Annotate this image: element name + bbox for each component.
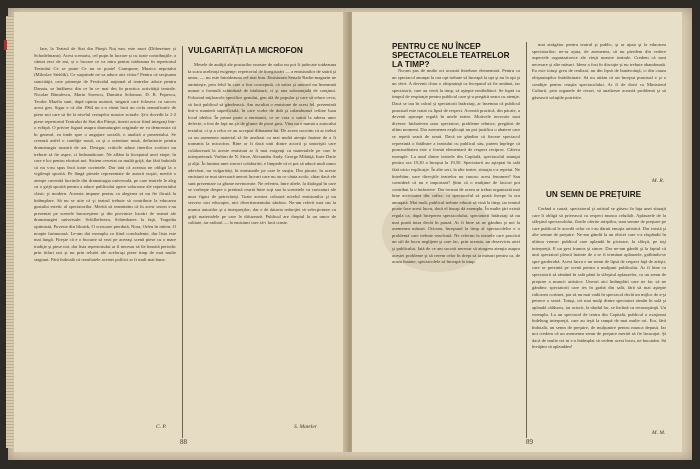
continued-article-text xyxy=(532,42,666,176)
article-signature: S. Mateler xyxy=(294,424,317,430)
column-divider xyxy=(526,42,527,438)
article-paragraph: Nu-am pus de multe ori această întrebare elementară. Pentru ca un spectacol anunţat la ora opt trebuie să înceapă la opt şi nu la opt şi un sfert. A devenit chiar o obişnuinţă ca începutul să fie amânat, iar spectatorii, care au venit la timp, să aştepte nerăbdători. Se luptă cu timpul de respiraţie pentru publicul care şi-a pregătit seara cu atenţie. Dacă se iau în calcul şi spectatorii întârziaţi, ar însemna că publicul punctual este tratat cu lipsă de respect. Această practică, din păcate, a devenit aproape regulă în unele teatre. Motivele invocate sunt diverse: întârzierea unor spectatori, probleme tehnice, pregătiri de ultim moment. Dar asemenea explicaţii nu pot justifica o abatere care se repetă seară de seară. Dacă ne gândim că fiecare spectacol reprezintă o întâlnire a teatrului cu publicul său, putem înţelege că punctualitatea este o formă elementară de respect reciproc. Câteva exemple. La unul dintre teatrele din Capitală, spectacolul anunţat pentru ora 19,30 a început la 19,50. Spectatorii au aşteptat în sală fără nicio explicaţie. În alte seri, la alte teatre, situaţia s-a repetat. Ne întrebăm: oare direcţiile teatrelor nu cunosc acest fenomen? Sau consideră că nu e important? Ştim că o mulţime de factori pot contribui la o întârziere. Dar tocmai de aceea ar trebui organizată mai bine activitatea din culise, ca spectacolul să poată începe la ora anunţată. Mai mult, publicul trebuie educat să vină la timp, iar teatrul poate face acest lucru, dacă el însuşi dă exemplu. În multe ţări există regula ca, după începerea spectacolului, spectatorii întârziaţi să nu mai poată intra decât în pauză. Ar fi bine să ne gândim şi noi la asemenea măsuri. Oricum, începutul la timp al spectacolelor e o problemă care trebuie rezolvată. Ne referim la teatrele care practică un stil de lucru neglijent şi care fac, prin aceasta, un deserviciu artei şi publicului. Iată de ce am socotit necesar să atragem atenţia asupra acestei probleme şi să cerem celor în drept să ia măsuri pentru ca, de acum înainte, spectacolele să înceapă la timp. xyxy=(392,68,520,265)
page-edges xyxy=(6,16,14,448)
article-body-semn xyxy=(532,206,666,428)
article-paragraph: Cerând o cauză, spectatorul şi artistul se găsesc în faţa unei situaţii care îi obligă să privească cu respect munca celuilalt. Aplauzele de la sfârşitul spectacolului, florile oferite artiştilor, sunt semne de preţuire pe care publicul le acordă celor ce i-au dăruit emoţia artistică. Dar există şi alte semne de preţuire. Ne-am gândit la un obicei care s-a răspândit în ultima vreme: publicul care aplaudă în picioare, la sfârşit, pe toţi interpreţii. E un gest frumos şi sincer. Dar ne-am gândit şi la faptul că unii spectatori pleacă înainte de a se fi terminat aplauzele, grăbindu-se spre garderobă. Acest lucru e un semn de lipsă de respect faţă de artişti, care se prezintă pe scenă pentru a mulţumi publicului. Ar fi bine ca spectatorii să rămână în sală până la sfârşitul aplauzelor, ca un semn de preţuire a muncii artistice. Uneori aici întâmplări care ne fac să ne gândim: spectatorii care ies în grabă din sală, fără să mai aştepte ridicarea cortinei, par să nu mai vadă în spectacol decât un mijloc de a-şi petrece o seară. Totuşi, cei mai mulţi dintre spectatori rămân în sală şi aplaudă călduros, iar actorii, la rândul lor, se înclină cu recunoştinţă. Un exemplu. La un spectacol de teatru din Capitală, publicul a ovaţionat îndelung interpreţii, care au ieşit la rampă de mai multe ori. Era, fără îndoială, un semn de preţuire, de mulţumire pentru munca depusă. Iar noi credem că un asemenea semn de preţuire merită să fie încurajat. Şi dacă de multe ori ni s-a întâmplat să vedem acest lucru, ne bucurăm. Să învăţăm să aplaudăm! xyxy=(532,206,666,350)
red-tab-mark xyxy=(4,40,7,50)
left-column-paragraph: lare, la Teatrul de Stat din Piteşti Nuț ean, este mort (Döbereiner și Schodelmann). Acest scenariu, cel puţin în lucrare și cu toate contribuţiile, a cântat zeci de ani, și o lucrare ce va intra pentru totdeauna în repertoriul Teatrului Ce se poate Ce nu se poate! Crampone, Muzica nepotului (Miloslav Stehlik). Ce surprinde ne va aduce aici viitor? Pentru că secţiunea sanctităţii, care primeşte de Festivalul naţional al teatrelor aduce pentru Danaia, se întâlnesc din ce în ce mai des în practica activităţii teatrale. Nicolae Bănulescu, Marin Sorescu, Dumitru Solomon, D. R. Popescu, Teodor Mazilu sunt, după opinia noastră, singurii care folosesc cu succes acest gen. Sigur e că din 1964 nu s-a văzut încă un ciclu semnificativ de piese noi care să fie la nivelul cerinţelor noastre actuale. Şi-a dovedit la 1-2 piese repertoriul Teatrului de Stat din Piteşti, tinerii actori fiind integraţi într-o echipă. O privire fugară asupra dramaturgiei originale ne va demonstra că în general, ea tinde spre o angajare socială, o analiză a prezentului. Se creează astfel o condiţie nouă, ca şi o orientare nouă, definitorie pentru dramaturgia noastră de azi. Desigur, criticile aduse tinerilor scriitori nu trebuie să fie aspre, ci îndrumătoare. Ne aflăm la începutul unei etape, în care e loc pentru eforturi noi. Sistem cercetat cu multă grijă, dar fără îndoială că nu s-au spus încă toate cuvintele. Dar iată că aceasta ne obligă la o vigilenţă sporită. Pe lângă piesele reprezentate de autorii noştri, merită o atenţie cuvenită lucrările din dramaturgia universală, pe care teatrele le aleg cu o grijă sporită pentru a aduce publicului opere valoroase ale repertoriului clasic şi modern. Aceasta impune pentru ca alegerea să nu fie făcută la întâmplare. Să nu se uite că şi teatrul trebuie să contribuie la educarea gustului estetic al spectatorilor. Merită să reamintim că în acest sezon s-au prezentat pe scenele bucureştene şi din provincie lucrări de seamă ale dramaturgiei universale: Schillerbotea, Schimbarea la faţă, Tragedia optimistă, Poveste din Irkutsk, O scrisoare pierdută, Nora, Orfeu în infern, O noapte furtunoasă. Le-am dat exemplu ca fiind concludente, dar lista este mai lungă. Fireşte că e o bucurie să vezi pe aceeaşi scenă piese cu o mare tradiţie şi piese noi, dar lista repertoriului ar fi necesar să fie înnoită periodic prin titluri noi şi nu prin reluări ale aceloraşi piese timp de mai multe stagiuni. Fără îndoială că rezultatele acestei politici ar fi mult mai bune. xyxy=(34,46,176,262)
article-title-vulgaritati: VULGARITĂŢI LA MICROFON xyxy=(188,46,303,55)
column-divider xyxy=(182,46,183,438)
article-body-vulgaritati xyxy=(188,62,336,422)
page-number-right: 89 xyxy=(526,438,533,446)
left-column-text xyxy=(34,46,176,422)
page-number-left: 88 xyxy=(180,438,187,446)
article-paragraph: Mesele de audiţii ale posturilor noastre de radio nu pot fi judecate totdeauna la scara aceleiaşi exigenţe; repertoriul de înregistrări — a emisiunilor de satiră şi umor, — nu este întotdeauna cel mai bun. Emisiunea Serială Radio-magazin ne aminteşte, prin felul în care a fost concepută, că satira şi umorul nu înseamnă numai o formulă schimbată de titulatură, ci şi una substanţială de conţinut. Folosind mijloacele specifice genului, gen ală de popular şi care să educe ceva, să facă publicul să gândească. Am ascultat o emisiune de acest fel, prezentată într-o manieră superficială, în care vorbe de duh şi calambururi ieftine luau locul ideilor. În prima parte a emisiunii, ce se voia o satiră la adresa unor defecte, a fost de fapt un şir de glume de prost gust. Vina nu e numai a autorului textului, ci şi a celor ce au acceptat difuzarea lui. De aceea socotim că ar trebui ca un asemenea material să fie analizat cu mai multă atenţie înainte de a fi transmis la microfon. Bine ar fi dacă unii dintre actorii şi umoriştii care colaborează la aceste emisiuni ar fi mai exigenţi cu materialele pe care le interpretează. Vorbim de N. Stroe, Alexandru Andy, George Mihăiţă, Iurie Darie şi alţii. În lumina unei sinceri colaborări, e limpede că ei pot să aducă mult umor adevărat, nu vulgarităţi, în emisiunile pe care le susţin. Din păcate, în aceste emisiuni se mai strecoară uneori lucruri care nu au ce căuta acolo, chiar dacă ele sunt prezentate ca glume nevinovate. Ne referim, între altele, la dialogul în care se vorbeşte despre o pretinsă ceartă între soţi sau la scenetele cu caricaturi ale unor figuri de petrecăreţi. Toate acestea coboară nivelul emisiunilor şi nu servesc nici educaţiei, nici divertismentului sănătos. Ne-am referit mai sus la munca autorilor şi a interpreţilor; dar e de datoria redacţiei să selecţioneze cu grijă materialele pe care le difuzează. Publicul are dreptul la un umor de calitate, iar radioul — la emisiuni care să-i facă cinste. xyxy=(188,62,336,226)
article-paragraph: mai atrăgător pentru teatrul şi public, şi ar ajuta şi la educarea spectatorilor; ne-ar ajuta, de asemenea, să nu pierdem din vedere aspectele organizatorice ale vieţii noastre teatrale. Credem că sunt necesare şi alte măsuri. Ideea a fost în discuţie şi nu trebuie abandonată. Ea este totuşi greu de realizat, nu din lipsă de bunăvoinţă, ci din cauza obişnuinţelor înrădăcinate. Să nu uităm că un început punctual e şi o condiţie pentru reuşita spectacolului. Ar fi de dorit ca Ministerul Culturii, prin organele de resort, să analizeze această problemă şi să găsească soluţiile potrivite. xyxy=(532,42,666,100)
right-page xyxy=(352,12,682,452)
article-title-spectacole: PENTRU CE NU ÎNCEP SPECTACOLELE TEATRELOR LA TIMP? xyxy=(392,42,510,69)
article-body-spectacole xyxy=(392,68,520,428)
article-title-semn: UN SEMN DE PREŢUIRE xyxy=(546,190,642,199)
left-page xyxy=(14,12,348,452)
article-signature: M. M. xyxy=(652,430,666,436)
left-column-signature: C. P. xyxy=(156,424,167,430)
article-signature: M. R. xyxy=(652,178,665,184)
